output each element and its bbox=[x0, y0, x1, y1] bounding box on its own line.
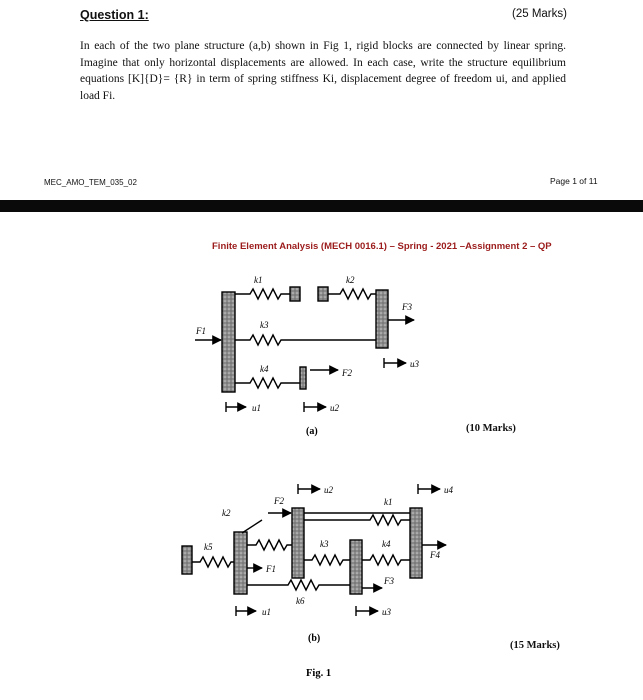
question-title: Question 1: bbox=[80, 8, 149, 22]
figure-b-marks: (15 Marks) bbox=[510, 640, 560, 651]
spring-k3 bbox=[235, 335, 376, 345]
spring-k4 bbox=[235, 378, 305, 388]
spring-b1-b2 bbox=[247, 540, 292, 550]
spring-k2 bbox=[328, 289, 376, 299]
spring-k4-b bbox=[362, 555, 410, 565]
label-a-k3: k3 bbox=[260, 320, 269, 330]
page-number: Page 1 of 11 bbox=[550, 176, 598, 186]
label-a-F1: F1 bbox=[196, 326, 206, 336]
label-b-k1: k1 bbox=[384, 497, 393, 507]
label-a-u2: u2 bbox=[330, 403, 339, 413]
label-a-k1: k1 bbox=[254, 275, 263, 285]
caption-b: (b) bbox=[308, 633, 321, 644]
disp-u2-arrow bbox=[304, 402, 326, 412]
block-b2 bbox=[292, 508, 304, 578]
label-b-k2: k2 bbox=[222, 508, 231, 518]
block-b-wall bbox=[182, 546, 192, 574]
label-b-F4: F4 bbox=[430, 550, 440, 560]
spring-k1-b bbox=[304, 515, 410, 525]
disp-u3-arrow bbox=[384, 358, 406, 368]
label-a-F3: F3 bbox=[402, 302, 412, 312]
label-b-k6: k6 bbox=[296, 596, 305, 606]
block-b4 bbox=[410, 508, 422, 578]
question-body: In each of the two plane structure (a,b) shown in Fig 1, rigid blocks are connected by linear spring. Imagine that only horizontal displacements are allowed. In each case, write the structure equilibrium equations [K]{D}= {R} in term of spring stiffness Ki, displacement degree of freedom ui, and applied load Fi. bbox=[80, 40, 566, 102]
label-a-u3: u3 bbox=[410, 359, 419, 369]
block-a2a bbox=[290, 287, 300, 301]
block-a1 bbox=[222, 292, 235, 392]
label-b-F3: F3 bbox=[384, 576, 394, 586]
block-a4 bbox=[300, 367, 306, 389]
spring-k3-b bbox=[304, 555, 350, 565]
disp-u3-b-arrow bbox=[356, 606, 378, 616]
block-a3 bbox=[376, 290, 388, 348]
disp-u4-b-arrow bbox=[418, 484, 440, 494]
question-marks: (25 Marks) bbox=[512, 8, 567, 20]
block-b3 bbox=[350, 540, 362, 594]
label-b-F2: F2 bbox=[274, 496, 284, 506]
disp-u1-b-arrow bbox=[236, 606, 256, 616]
document-code: MEC_AMO_TEM_035_02 bbox=[44, 178, 137, 187]
label-a-k2: k2 bbox=[346, 275, 355, 285]
spring-k2-b bbox=[242, 520, 262, 533]
block-a2b bbox=[318, 287, 328, 301]
disp-u2-b-arrow bbox=[298, 484, 320, 494]
label-b-F1: F1 bbox=[266, 564, 276, 574]
block-b1 bbox=[234, 532, 247, 594]
figure-a-marks: (10 Marks) bbox=[466, 423, 516, 434]
caption-a: (a) bbox=[306, 426, 318, 437]
label-b-u2: u2 bbox=[324, 485, 333, 495]
figure-a bbox=[195, 287, 414, 412]
spring-k5 bbox=[192, 557, 234, 567]
label-a-u1: u1 bbox=[252, 403, 261, 413]
spring-k1 bbox=[235, 289, 290, 299]
spring-k6 bbox=[247, 580, 350, 590]
label-b-k3: k3 bbox=[320, 539, 329, 549]
label-a-k4: k4 bbox=[260, 364, 269, 374]
course-header: Finite Element Analysis (MECH 0016.1) – Spring - 2021 –Assignment 2 – QP bbox=[212, 241, 552, 252]
label-b-u1: u1 bbox=[262, 607, 271, 617]
label-b-u4: u4 bbox=[444, 485, 453, 495]
label-a-F2: F2 bbox=[342, 368, 352, 378]
figure-caption: Fig. 1 bbox=[306, 668, 332, 679]
label-b-u3: u3 bbox=[382, 607, 391, 617]
disp-u1-arrow bbox=[226, 402, 246, 412]
label-b-k4: k4 bbox=[382, 539, 391, 549]
label-b-k5: k5 bbox=[204, 542, 213, 552]
figure-b bbox=[182, 484, 446, 616]
